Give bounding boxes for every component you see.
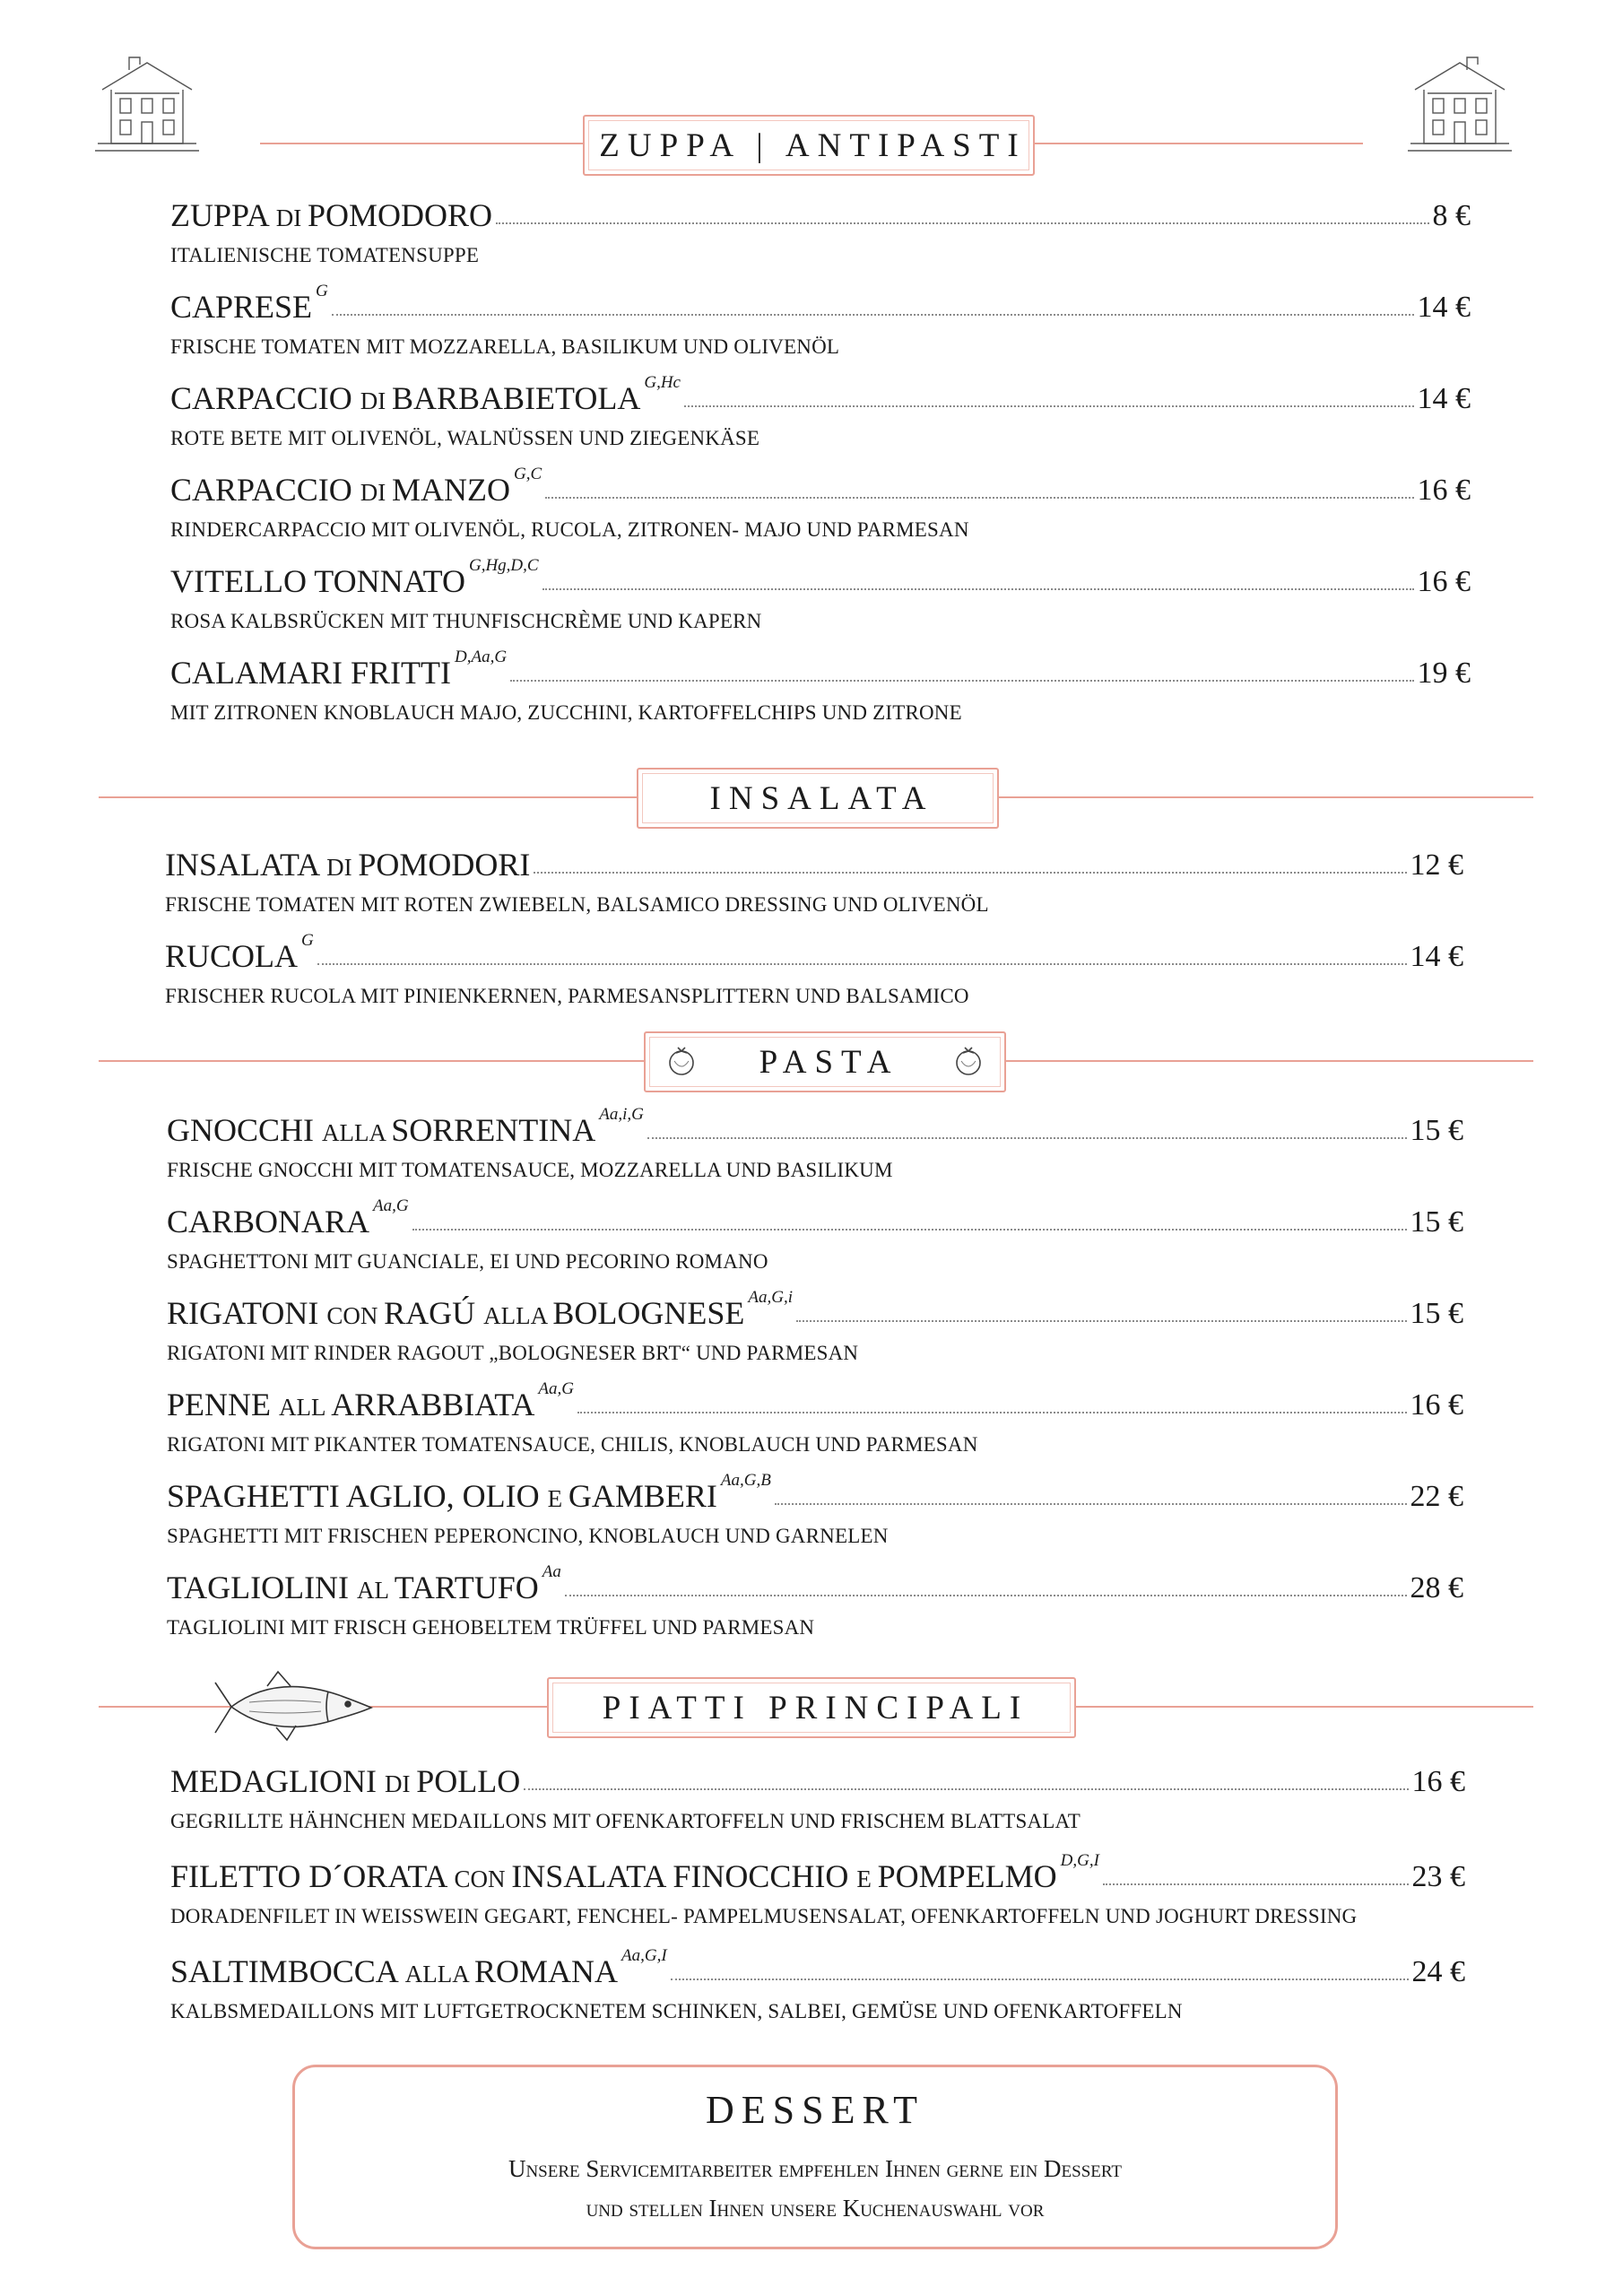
dish-description: RIGATONI MIT PIKANTER TOMATENSAUCE, CHILIS, KNOBLAUCH UND PARMESAN [167, 1433, 978, 1456]
tomato-icon [665, 1045, 698, 1077]
dish-description: FRISCHE TOMATEN MIT ROTEN ZWIEBELN, BALSAMICO DRESSING UND OLIVENÖL [165, 893, 989, 916]
dish-description: ROSA KALBSRÜCKEN MIT THUNFISCHCRÈME UND KAPERN [170, 610, 762, 632]
building-sketch-icon [93, 54, 201, 154]
dish-name-part: CARPACCIO [170, 380, 360, 416]
dish-description: ROTE BETE MIT OLIVENÖL, WALNÜSSEN UND ZIEGENKÄSE [170, 427, 760, 449]
price: 8 € [1432, 199, 1471, 232]
dish-name-part: CARPACCIO [170, 472, 360, 508]
dish-name-part: GAMBERI [568, 1478, 717, 1514]
dish-name [167, 1388, 534, 1421]
menu-item [165, 929, 1463, 1008]
dot-leader [332, 314, 1414, 316]
section-title-insalata: INSALATA [637, 768, 999, 829]
menu-item-line [167, 1103, 1463, 1146]
dish-description: MIT ZITRONEN KNOBLAUCH MAJO, ZUCCHINI, KARTOFFELCHIPS UND ZITRONE [170, 701, 962, 724]
dish-name-part: POLLO [416, 1763, 521, 1799]
menu-item-line [167, 1378, 1463, 1421]
dish-name [170, 291, 312, 323]
allergen-codes: Aa,G [538, 1379, 574, 1398]
menu-item [167, 1286, 1463, 1365]
dish-name [165, 848, 530, 881]
fish-icon [213, 1668, 375, 1745]
menu-item-line [170, 1944, 1465, 1987]
menu-item-line [170, 554, 1471, 597]
menu-item-line [167, 1195, 1463, 1238]
allergen-codes: G,Hg,D,C [468, 556, 539, 575]
menu-item [170, 371, 1471, 450]
dot-leader [647, 1137, 1407, 1139]
dot-leader [412, 1229, 1407, 1231]
price: 15 € [1410, 1205, 1463, 1239]
dish-name-part: RUCOLA [165, 938, 299, 974]
section-rule [260, 143, 583, 144]
dish-name-part: ALLA [483, 1302, 553, 1329]
dot-leader [496, 222, 1428, 224]
menu-item-line [170, 188, 1471, 231]
dish-description: GEGRILLTE HÄHNCHEN MEDAILLONS MIT OFENKARTOFFELN UND FRISCHEM BLATTSALAT [170, 1810, 1081, 1832]
menu-item [170, 1849, 1465, 1928]
building-sketch-icon [1406, 54, 1514, 154]
dot-leader [577, 1412, 1407, 1413]
dish-name-part: VITELLO TONNATO [170, 563, 465, 599]
dish-name-part: E [856, 1866, 878, 1892]
dish-name [170, 565, 465, 597]
dish-name [170, 474, 510, 506]
menu-item-line [170, 463, 1471, 506]
menu-item [167, 1195, 1463, 1274]
dish-name-part: INSALATA [165, 847, 327, 883]
dot-leader [542, 588, 1414, 590]
dish-description: SPAGHETTONI MIT GUANCIALE, EI UND PECORINO ROMANO [167, 1250, 768, 1273]
dish-description: FRISCHE TOMATEN MIT MOZZARELLA, BASILIKUM UND OLIVENÖL [170, 335, 840, 358]
dish-name-part: GNOCCHI [167, 1112, 323, 1148]
allergen-codes: G,Hc [644, 373, 681, 392]
section-rule [1031, 143, 1363, 144]
price: 12 € [1410, 848, 1463, 882]
dish-name-part: SPAGHETTI AGLIO, OLIO [167, 1478, 548, 1514]
menu-item [167, 1103, 1463, 1182]
dot-leader [317, 963, 1407, 965]
dish-name [170, 1955, 618, 1987]
dish-name-part: DI [326, 854, 359, 881]
dot-leader [684, 405, 1414, 407]
dish-description: ITALIENISCHE TOMATENSUPPE [170, 244, 480, 266]
section-rule [99, 1060, 644, 1062]
dish-name-part: BARBABIETOLA [392, 380, 641, 416]
allergen-codes: Aa,G,i [748, 1288, 793, 1307]
dish-name-part: SALTIMBOCCA [170, 1953, 405, 1989]
menu-item-line [170, 371, 1471, 414]
dish-description: FRISCHER RUCOLA MIT PINIENKERNEN, PARMESANSPLITTERN UND BALSAMICO [165, 985, 969, 1007]
dish-name-part: ROMANA [474, 1953, 619, 1989]
dish-name [170, 1765, 520, 1797]
dish-description: KALBSMEDAILLONS MIT LUFTGETROCKNETEM SCHINKEN, SALBEI, GEMÜSE UND OFENKARTOFFELN [170, 2000, 1183, 2022]
price: 22 € [1410, 1480, 1463, 1513]
menu-item [170, 1754, 1465, 1833]
dot-leader [534, 872, 1406, 874]
dish-name-part: CALAMARI FRITTI [170, 655, 451, 691]
dessert-box [292, 2065, 1338, 2249]
dot-leader [565, 1595, 1407, 1596]
price: 14 € [1410, 940, 1463, 973]
dot-leader [671, 1979, 1409, 1980]
allergen-codes: G,C [514, 465, 542, 483]
dot-leader [510, 680, 1413, 682]
dish-name-part: E [547, 1485, 568, 1512]
menu-item-line [170, 1754, 1465, 1797]
dessert-text [295, 2149, 1335, 2228]
dish-name-part: BOLOGNESE [552, 1295, 745, 1331]
menu-item [170, 463, 1471, 542]
dish-name-part: RIGATONI [167, 1295, 327, 1331]
menu-item [167, 1561, 1463, 1639]
price: 16 € [1410, 1388, 1463, 1422]
dish-description: RINDERCARPACCIO MIT OLIVENÖL, RUCOLA, ZITRONEN- MAJO UND PARMESAN [170, 518, 969, 541]
dish-name-part: CON [326, 1302, 385, 1329]
menu-item-line [165, 929, 1463, 972]
dish-description: DORADENFILET IN WEISSWEIN GEGART, FENCHEL- PAMPELMUSENSALAT, OFENKARTOFFELN UND JOGHURT DRESSING [170, 1905, 1358, 1927]
dessert-line-1: Unsere Servicemitarbeiter empfehlen Ihnen gerne ein Dessert [508, 2155, 1123, 2182]
menu-item-line [170, 1849, 1465, 1892]
dish-name [170, 657, 451, 689]
menu-item-line [170, 646, 1471, 689]
dish-description: FRISCHE GNOCCHI MIT TOMATENSAUCE, MOZZARELLA UND BASILIKUM [167, 1159, 893, 1181]
menu-item [167, 1469, 1463, 1548]
dish-name-part: POMODORO [308, 197, 493, 233]
dot-leader [524, 1788, 1408, 1790]
dish-name [167, 1571, 539, 1604]
allergen-codes: D,Aa,G [455, 648, 508, 666]
allergen-codes: Aa,G,B [720, 1471, 771, 1490]
section-title-pasta: PASTA [644, 1031, 1006, 1092]
dish-name-part: ALLA [322, 1119, 392, 1146]
dish-name-part: CAPRESE [170, 289, 313, 325]
price: 15 € [1410, 1297, 1463, 1330]
dish-name-part: TARTUFO [394, 1570, 539, 1605]
dish-name-part: RAGÚ [384, 1295, 484, 1331]
allergen-codes: D,G,I [1060, 1851, 1099, 1870]
dish-name-part: SORRENTINA [391, 1112, 596, 1148]
dish-name-part: MANZO [392, 472, 510, 508]
dish-name [167, 1114, 595, 1146]
dish-name-part: DI [275, 204, 308, 231]
menu-item [170, 1944, 1465, 2023]
dessert-line-2: und stellen Ihnen unsere Kuchenauswahl vor [586, 2195, 1045, 2222]
price: 14 € [1417, 382, 1471, 415]
dish-name-part: PENNE [167, 1387, 279, 1422]
allergen-codes: Aa,G,I [621, 1946, 667, 1965]
dish-name-part: INSALATA FINOCCHIO [511, 1858, 857, 1894]
dish-name-part: DI [360, 479, 392, 506]
allergen-codes: Aa,i,G [599, 1105, 644, 1124]
price: 16 € [1411, 1765, 1465, 1798]
dish-name-part: POMODORI [358, 847, 531, 883]
dish-name-part: AL [357, 1577, 395, 1604]
dish-name-part: ARRABBIATA [331, 1387, 535, 1422]
dot-leader [775, 1503, 1407, 1505]
dish-description: SPAGHETTI MIT FRISCHEN PEPERONCINO, KNOBLAUCH UND GARNELEN [167, 1525, 889, 1547]
section-rule [99, 796, 637, 798]
dish-description: RIGATONI MIT RINDER RAGOUT „BOLOGNESER BRT“ UND PARMESAN [167, 1342, 859, 1364]
dish-name-part: CON [454, 1866, 512, 1892]
price: 16 € [1417, 474, 1471, 507]
dot-leader [545, 497, 1413, 499]
dish-name-part: MEDAGLIONI [170, 1763, 385, 1799]
price: 28 € [1410, 1571, 1463, 1605]
menu-item [170, 280, 1471, 359]
menu-item [170, 554, 1471, 633]
price: 14 € [1417, 291, 1471, 324]
allergen-codes: G [316, 282, 328, 300]
section-rule [995, 796, 1533, 798]
dish-name [167, 1480, 717, 1512]
menu-item-line [170, 280, 1471, 323]
menu-item-line [165, 838, 1463, 881]
section-title-antipasti: ZUPPA | ANTIPASTI [583, 115, 1035, 176]
dish-name-part: FILETTO D´ORATA [170, 1858, 455, 1894]
dish-name [167, 1297, 744, 1329]
price: 23 € [1411, 1860, 1465, 1893]
dish-name-part: TAGLIOLINI [167, 1570, 358, 1605]
price: 24 € [1411, 1955, 1465, 1988]
dot-leader [1103, 1883, 1409, 1885]
price: 15 € [1410, 1114, 1463, 1147]
menu-item-line [167, 1561, 1463, 1604]
price: 16 € [1417, 565, 1471, 598]
allergen-codes: Aa,G [373, 1196, 409, 1215]
dish-name-part: DI [360, 387, 392, 414]
section-rule [1072, 1706, 1533, 1708]
dish-name-part: ZUPPA [170, 197, 276, 233]
menu-item [167, 1378, 1463, 1457]
menu-item [170, 646, 1471, 725]
dot-leader [796, 1320, 1407, 1322]
menu-item [165, 838, 1463, 917]
dish-description: TAGLIOLINI MIT FRISCH GEHOBELTEM TRÜFFEL UND PARMESAN [167, 1616, 815, 1639]
dish-name [170, 382, 640, 414]
dish-name [165, 940, 298, 972]
dish-name-part: ALL [279, 1394, 332, 1421]
dish-name [167, 1205, 369, 1238]
price: 19 € [1417, 657, 1471, 690]
menu-item-line [167, 1286, 1463, 1329]
menu-item [170, 188, 1471, 267]
section-rule [1002, 1060, 1533, 1062]
allergen-codes: Aa [542, 1562, 561, 1581]
menu-item-line [167, 1469, 1463, 1512]
dish-name-part: DI [384, 1770, 417, 1797]
dish-name [170, 1860, 1057, 1892]
dish-name-part: CARBONARA [167, 1204, 370, 1239]
dish-name-part: POMPELMO [877, 1858, 1057, 1894]
section-title-piatti: PIATTI PRINCIPALI [547, 1677, 1076, 1738]
tomato-icon [952, 1045, 985, 1077]
dessert-title: DESSERT [705, 2088, 925, 2132]
dish-name-part: ALLA [404, 1961, 474, 1987]
allergen-codes: G [301, 931, 314, 950]
dish-name [170, 199, 492, 231]
